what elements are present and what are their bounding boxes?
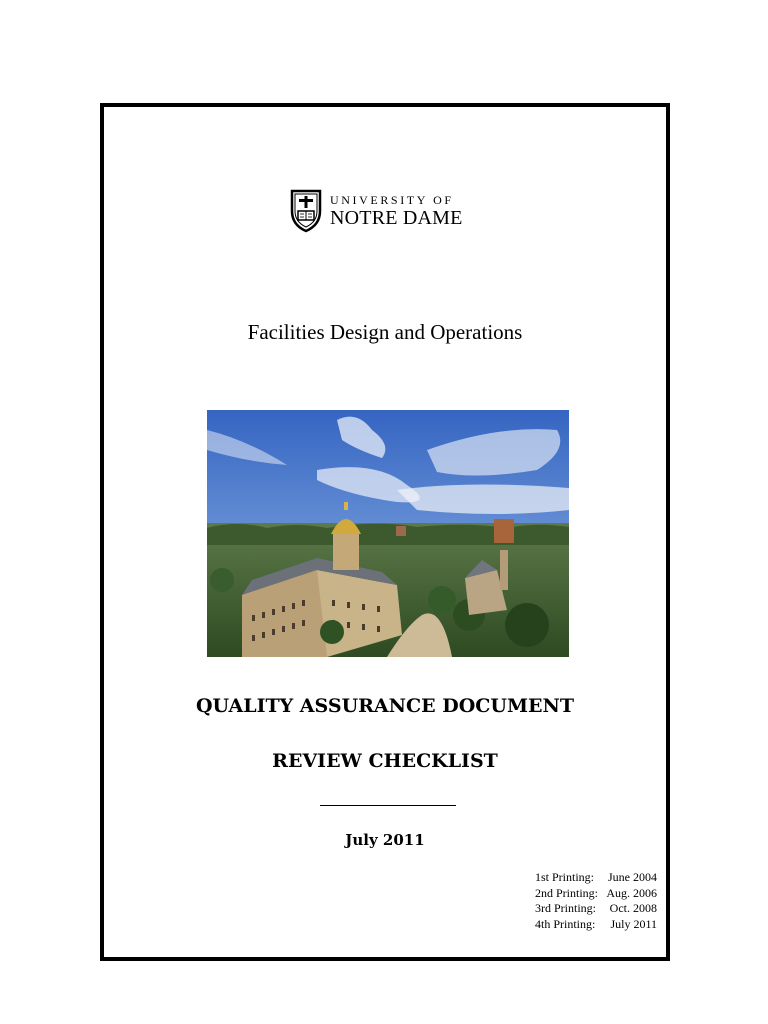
printing-row bbox=[535, 886, 657, 902]
cover-page-frame bbox=[100, 103, 670, 961]
printing-date: Oct. 2008 bbox=[609, 901, 657, 915]
department-name: Facilities Design and Operations bbox=[247, 320, 523, 344]
printing-label: 4th Printing: bbox=[535, 916, 596, 931]
campus-aerial-photo bbox=[207, 410, 569, 657]
printing-row bbox=[535, 870, 657, 886]
printing-label: 2nd Printing: bbox=[535, 885, 599, 900]
printing-row bbox=[535, 917, 657, 933]
printing-date: July 2011 bbox=[610, 916, 657, 931]
printing-row bbox=[535, 901, 657, 917]
printing-date: June 2004 bbox=[608, 870, 657, 884]
printing-label: 3rd Printing: bbox=[535, 901, 597, 915]
university-logo bbox=[290, 181, 480, 241]
university-shield-icon bbox=[290, 189, 322, 233]
printing-label: 1st Printing: bbox=[535, 870, 595, 884]
printing-date: Aug. 2006 bbox=[606, 885, 657, 900]
document-title-line-2: REVIEW CHECKLIST bbox=[272, 750, 498, 772]
logo-text-notre-dame: NOTRE DAME bbox=[330, 207, 463, 229]
title-divider bbox=[320, 805, 456, 806]
document-title-line-1: QUALITY ASSURANCE DOCUMENT bbox=[195, 695, 575, 717]
document-date: July 2011 bbox=[345, 831, 425, 849]
logo-text-university-of: UNIVERSITY OF bbox=[330, 193, 454, 207]
printing-history bbox=[535, 870, 657, 932]
